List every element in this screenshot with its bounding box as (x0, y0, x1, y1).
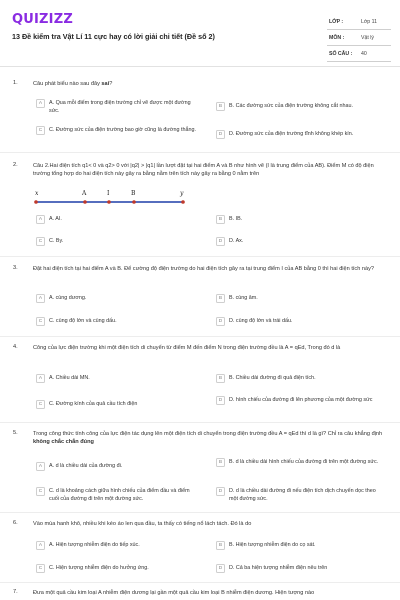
option-text: A. Qua mỗi điểm trong điện trường chỉ vẽ được một đường sức. (49, 100, 191, 114)
option-letter: B (216, 541, 225, 550)
option-text: D. Cả ba hiện tượng nhiễm điện nêu trên (229, 565, 328, 571)
question-number: 4. (13, 344, 18, 350)
question-text: Đặt hai điện tích tại hai điểm A và B. Để cường độ điện trường do hai điện tích gây ra tại trung điểm I của AB bằng 0 thì hai điện tích này? (33, 266, 375, 272)
option-letter: A (36, 541, 45, 550)
quizizz-logo: QUIZIZZ (12, 12, 73, 27)
question-divider (0, 256, 400, 257)
label-x: x (35, 190, 39, 197)
option-letter: B (216, 294, 225, 303)
question-text: Câu 2.Hai điện tích q1< 0 và q2> 0 với |q2| > |q1| lần lượt đặt tại hai điểm A và B như hình vẽ (I là trung điểm của AB). Điểm M có độ điện trường tổng hợp do hai điện tích này gây ra bằng nằm trên tích này gây ra bằng 0 nằm trên (33, 163, 374, 177)
question-text: Công của lực điện trường khi một điện tích di chuyển từ điểm M đến điểm N trong điện trường đều là A = qEd, Trong đó d là (33, 345, 341, 351)
question-text: Đưa một quả cầu kim loại A nhiễm điện dương lại gần một quả cầu kim loại B nhiễm điện dương. Hiện tượng nào (33, 590, 315, 596)
option-letter: A (36, 215, 45, 224)
option-letter: D (216, 237, 225, 246)
question-divider (0, 152, 400, 153)
option-text: A. Hiện tượng nhiễm điện do tiếp xúc. (49, 542, 140, 548)
option-text: B. Chiều dài đường đi quả điện tích. (229, 375, 316, 381)
label-i: I (107, 190, 110, 197)
meta-row-question-count (327, 46, 391, 62)
question-number: 1. (13, 80, 18, 86)
meta-value: 40 (361, 51, 367, 57)
question-number: 3. (13, 265, 18, 271)
question-divider (0, 582, 400, 583)
question-text: Câu phát biểu nào sau đây sai? (33, 81, 113, 87)
option-letter: D (216, 396, 225, 405)
option-text: B. Hiện tượng nhiễm điện do cọ sát. (229, 542, 316, 548)
meta-key: MÔN : (329, 35, 345, 41)
option-letter: B (216, 374, 225, 383)
option-text: C. By. (49, 238, 64, 244)
document-title: 13 Đề kiểm tra Vật Lí 11 cực hay có lời giải chi tiết (Đề số 2) (12, 32, 215, 41)
header-divider (0, 66, 400, 67)
label-y: y (180, 190, 184, 197)
option-letter: C (36, 400, 45, 409)
option-letter: B (216, 215, 225, 224)
label-b: B (131, 190, 136, 197)
document-header (0, 0, 400, 64)
point-i (107, 200, 111, 204)
option-text: D. Đường sức của điện trường tĩnh không khép kín. (229, 131, 354, 137)
option-text: A. d là chiều dài của đường đi. (49, 463, 123, 469)
option-letter: C (36, 126, 45, 135)
point-a (83, 200, 87, 204)
option-letter: B (216, 102, 225, 111)
option-letter: C (36, 564, 45, 573)
option-text: C. Đường sức của điện trường bao giờ cũng là đường thẳng. (49, 127, 196, 133)
option-text: D. Ax. (229, 238, 244, 244)
option-text: B. Các đường sức của điện trường không cắt nhau. (229, 103, 353, 109)
option-letter: B (216, 458, 225, 467)
option-text: B. d là chiều dài hình chiếu của đường đi trên một đường sức. (229, 459, 379, 465)
option-text: B. IB. (229, 216, 243, 222)
option-letter: A (36, 462, 45, 471)
label-a: A (82, 190, 87, 197)
option-text: B. cùng âm. (229, 295, 258, 301)
option-letter: C (36, 487, 45, 496)
question-number: 2. (13, 162, 18, 168)
meta-value: Vật lý (361, 35, 374, 41)
point-y (181, 200, 185, 204)
option-text: C. Đường kính của quả cầu tích điện (49, 401, 138, 407)
meta-table (327, 14, 391, 62)
meta-row-class (327, 14, 391, 30)
option-letter: A (36, 374, 45, 383)
meta-key: SỐ CÂU : (329, 51, 353, 57)
option-text: D. d là chiều dài đường đi nếu điện tích dịch chuyển dọc theo một đường sức. (229, 488, 376, 502)
meta-value: Lớp 11 (361, 19, 377, 25)
question-text: Vào mùa hanh khô, nhiều khi kéo áo len qua đầu, ta thấy có tiếng nổ lách tách. Đó là do (33, 521, 252, 527)
option-letter: D (216, 564, 225, 573)
question-number: 7. (13, 589, 18, 595)
option-letter: C (36, 237, 45, 246)
option-letter: D (216, 317, 225, 326)
option-letter: A (36, 294, 45, 303)
option-text: A. cùng dương. (49, 295, 87, 301)
point-b (132, 200, 136, 204)
option-text: D. cùng độ lớn và trái dấu. (229, 318, 293, 324)
question-divider (0, 512, 400, 513)
option-text: C. cùng độ lớn và cùng dấu. (49, 318, 117, 324)
axis-diagram (33, 186, 188, 210)
option-letter: C (36, 317, 45, 326)
point-x (34, 200, 38, 204)
meta-row-subject (327, 30, 391, 46)
question-text: Trong công thức tính công của lực điện tác dụng lên một điện tích di chuyển trong điện trường đều A = qEd thì d là gì? Chỉ ra câu khẳng định không chắc chắn đúng (33, 431, 383, 445)
question-divider (0, 422, 400, 423)
option-text: A. Chiều dài MN. (49, 375, 90, 381)
option-letter: D (216, 130, 225, 139)
question-number: 6. (13, 520, 18, 526)
option-text: A. AI. (49, 216, 62, 222)
question-number: 5. (13, 430, 18, 436)
meta-key: LỚP : (329, 19, 344, 25)
option-letter: A (36, 99, 45, 108)
option-text: D. hình chiếu của đường đi lên phương của một đường sức (229, 397, 373, 403)
option-letter: D (216, 487, 225, 496)
question-divider (0, 336, 400, 337)
option-text: C. Hiện tượng nhiễm điện do hưởng ứng. (49, 565, 149, 571)
option-text: C. d là khoảng cách giữa hình chiếu của điểm đầu và điểm cuối của đường đi trên một đường sức. (49, 488, 190, 502)
